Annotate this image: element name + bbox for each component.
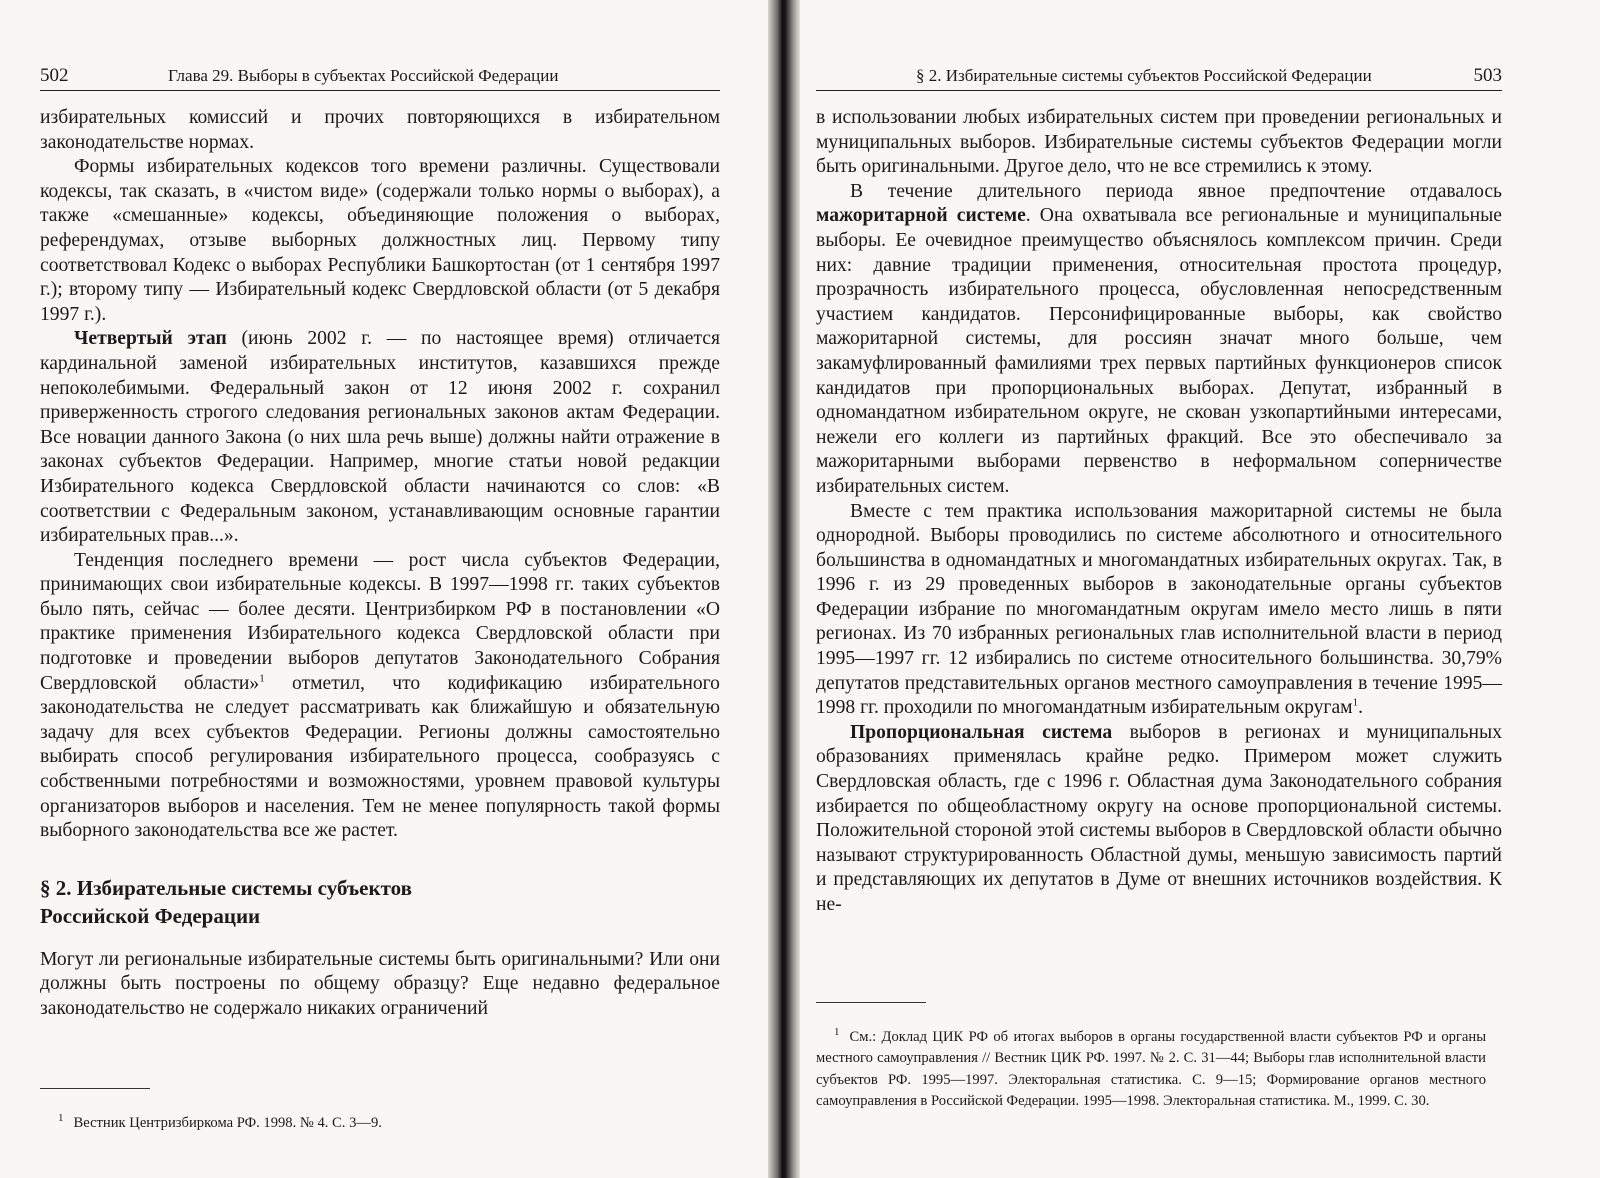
running-title-right: § 2. Избирательные системы субъектов Российской Федерации	[916, 66, 1372, 85]
footnote-mark: 1	[834, 1026, 840, 1038]
paragraph-text: . Она охватывала все региональные и муниципальные выборы. Ее очевидное преимущество объяснялось комплексом причин. Среди них: давние традиции применения, относительная простота процедур, прозрачность избирательного процесса, обусловленная непосредственным участием кандидатов. Персонифицированные выборы, как свойство мажоритарной системы, для россиян значат много больше, чем закамуфлированный фамилиями трех первых партийных функционеров список кандидатов при пропорциональных выборах. Депутат, избранный в одномандатном избирательном округе, не скован узкопартийными интересами, нежели его коллеги из партийных фракций. Все это обеспечивало за мажоритарными выборами первенство в неформальном соперничестве избирательных систем.	[816, 205, 1502, 497]
bold-term: мажоритарной системе	[816, 205, 1026, 227]
paragraph	[816, 180, 1502, 500]
paragraph: избирательных комиссий и прочих повторяющихся в избирательном законодательстве нормах.	[40, 107, 720, 153]
running-title-left: Глава 29. Выборы в субъектах Российской Федерации	[168, 66, 559, 85]
running-head-left	[40, 62, 720, 91]
paragraph-text: Вместе с тем практика использования мажоритарной системы не была однородной. Выборы проводились по системе абсолютного и относительного большинства в одномандатных и многомандатных избирательных округах. Так, в 1996 г. из 29 проведенных выборов в законодательные органы субъектов Федерации избрание по многомандатным округам имело место лишь в пяти регионах. Из 70 избранных региональных глав исполнительной власти в период 1995—1997 гг. 12 избирались по системе относительного большинства. 30,79% депутатов представительных органов местного самоуправления в течение 1995—1998 гг. проходили по многомандатным избирательным округам	[816, 500, 1502, 719]
footnote-ref: 1	[259, 672, 265, 685]
paragraph	[816, 500, 1502, 721]
book-spine	[768, 0, 800, 1178]
running-head-right	[816, 62, 1502, 91]
paragraph	[40, 549, 720, 844]
footnote-right	[816, 1022, 1486, 1113]
left-page	[0, 0, 768, 1178]
section-heading-line: Российской Федерации	[40, 903, 261, 928]
body-text-left	[40, 106, 720, 1022]
paragraph	[40, 327, 720, 548]
paragraph-text: В течение длительного периода явное предпочтение отдавалось	[850, 180, 1502, 202]
page-number-left: 502	[40, 65, 69, 86]
footnote-text: См.: Доклад ЦИК РФ об итогах выборов в органы государственной власти субъектов РФ и органы местного самоуправления // Вестник ЦИК РФ. 1997. № 2. С. 31—44; Выборы глав исполнительной власти субъектов РФ. 1995—1997. Электоральная статистика. С. 9—15; Формирование органов местного самоуправления в Российской Федерации. 1995—1998. Электоральная статистика. М., 1999. С. 30.	[816, 1028, 1486, 1110]
bold-term: Пропорциональная система	[850, 721, 1113, 743]
paragraph-text: выборов в регионах и муниципальных образованиях применялась крайне редко. Примером может служить Свердловская область, где с 1996 г. Областная дума Законодательного собрания избирается по общеобластному округу на основе пропорциональной системы. Положительной стороной этой системы выборов в Свердловской области обычно называют структурированность Областной думы, меньшую зависимость партий и представляющих их депутатов в Думе от внешних источников воздействия. К не-	[816, 721, 1502, 915]
paragraph-text: .	[1358, 697, 1363, 719]
section-heading-line: § 2. Избирательные системы субъектов	[40, 875, 412, 900]
paragraph-text: (июнь 2002 г. — по настоящее время) отличается кардинальной заменой избирательных институтов, казавшихся прежде непоколебимыми. Федеральный закон от 12 июня 2002 г. сохранил приверженность строгого следования региональных законов актам Федерации. Все новации данного Закона (о них шла речь выше) должны найти отражение в законах субъектов Федерации. Например, многие статьи новой редакции Избирательного кодекса Свердловской области начинаются со слов: «В соответствии с Федеральным законом, устанавливающим основные гарантии избирательных прав...».	[40, 328, 721, 547]
page-number-right: 503	[1473, 65, 1502, 86]
right-page	[800, 0, 1600, 1178]
bold-term: Четвертый этап	[74, 328, 227, 350]
paragraph: Формы избирательных кодексов того времени различны. Существовали кодексы, так сказать, в «чистом виде» (содержали только нормы о выборах), а также «смешанные» кодексы, объединяющие положения о выборах, референдумах, отзыве выборных должностных лиц. Первому типу соответствовал Кодекс о выборах Республики Башкортостан (от 1 сентября 1997 г.); второму типу — Избирательный кодекс Свердловской области (от 5 декабря 1997 г.).	[40, 156, 720, 325]
paragraph: Могут ли региональные избирательные системы быть оригинальными? Или они должны быть построены по общему образцу? Еще недавно федеральное законодательство не содержало никаких ограничений	[40, 948, 720, 1019]
section-heading	[40, 874, 720, 930]
body-text-right	[816, 106, 1502, 918]
footnote-rule	[40, 1088, 150, 1089]
footnote-text: Вестник Центризбиркома РФ. 1998. № 4. С. 3—9.	[73, 1114, 382, 1131]
paragraph-text: отметил, что кодификацию избирательного законодательства не следует рассматривать как ближайшую и обязательную задачу для всех субъектов Федерации. Регионы должны самостоятельно выбирать способ регулирования избирательного процесса, сообразуясь с собственными потребностями и возможностями, уровнем правовой культуры организаторов выборов и населения. Тем не менее популярность такой формы выборного законодательства все же растет.	[40, 672, 720, 842]
paragraph: в использовании любых избирательных систем при проведении региональных и муниципальных выборов. Избирательные системы субъектов Федерации могли быть оригинальными. Другое дело, что не все стремились к этому.	[816, 107, 1502, 178]
footnote-mark: 1	[58, 1112, 64, 1124]
paragraph	[816, 721, 1502, 918]
footnote-ref: 1	[1352, 696, 1359, 709]
footnote-left	[40, 1108, 720, 1134]
footnote-rule	[816, 1002, 926, 1003]
paragraph-text: Тенденция последнего времени — рост числа субъектов Федерации, принимающих свои избирательные кодексы. В 1997—1998 гг. таких субъектов было пять, сейчас — более десяти. Центризбирком РФ в постановлении «О практике применения Избирательного кодекса Свердловской области при подготовке и проведении выборов депутатов Законодательного Собрания Свердловской области»	[40, 549, 720, 694]
